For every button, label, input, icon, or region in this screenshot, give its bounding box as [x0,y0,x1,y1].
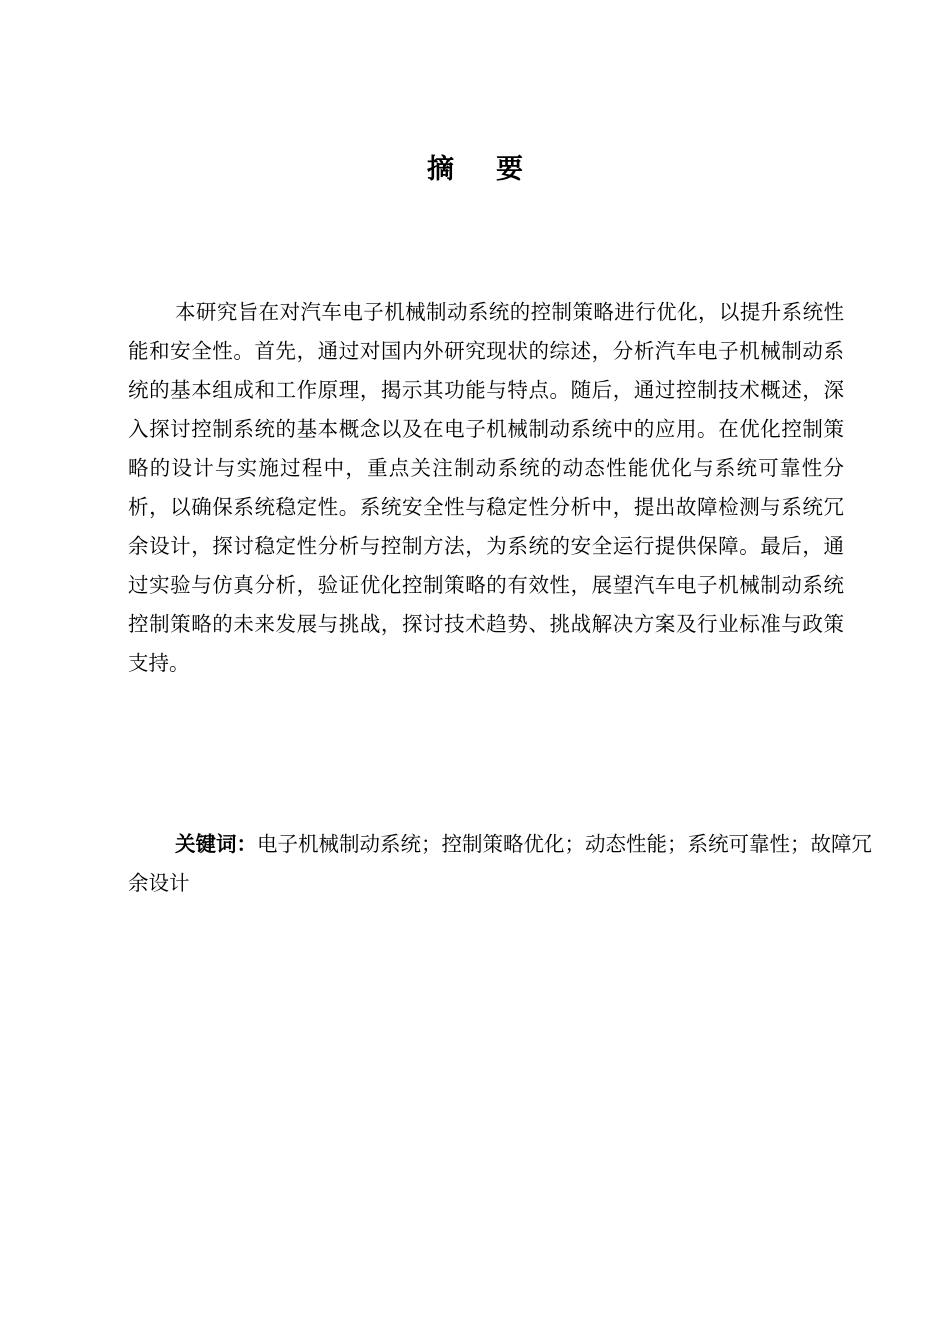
keywords-text: 电子机械制动系统；控制策略优化；动态性能；系统可靠性；故障冗余设计 [128,832,872,895]
keywords-label: 关键词： [175,832,257,856]
abstract-title-char-2: 要 [496,154,523,185]
abstract-title-char-1: 摘 [427,154,454,185]
keywords-paragraph [128,825,874,903]
abstract-title [0,150,950,190]
abstract-paragraph: 本研究旨在对汽车电子机械制动系统的控制策略进行优化，以提升系统性能和安全性。首先，通过对国内外研究现状的综述，分析汽车电子机械制动系统的基本组成和工作原理，揭示其功能与特点。随后，通过控制技术概述，深入探讨控制系统的基本概念以及在电子机械制动系统中的应用。在优化控制策略的设计与实施过程中，重点关注制动系统的动态性能优化与系统可靠性分析，以确保系统稳定性。系统安全性与稳定性分析中，提出故障检测与系统冗余设计，探讨稳定性分析与控制方法，为系统的安全运行提供保障。最后，通过实验与仿真分析，验证优化控制策略的有效性，展望汽车电子机械制动系统控制策略的未来发展与挑战，探讨技术趋势、挑战解决方案及行业标准与政策支持。 [128,300,844,675]
